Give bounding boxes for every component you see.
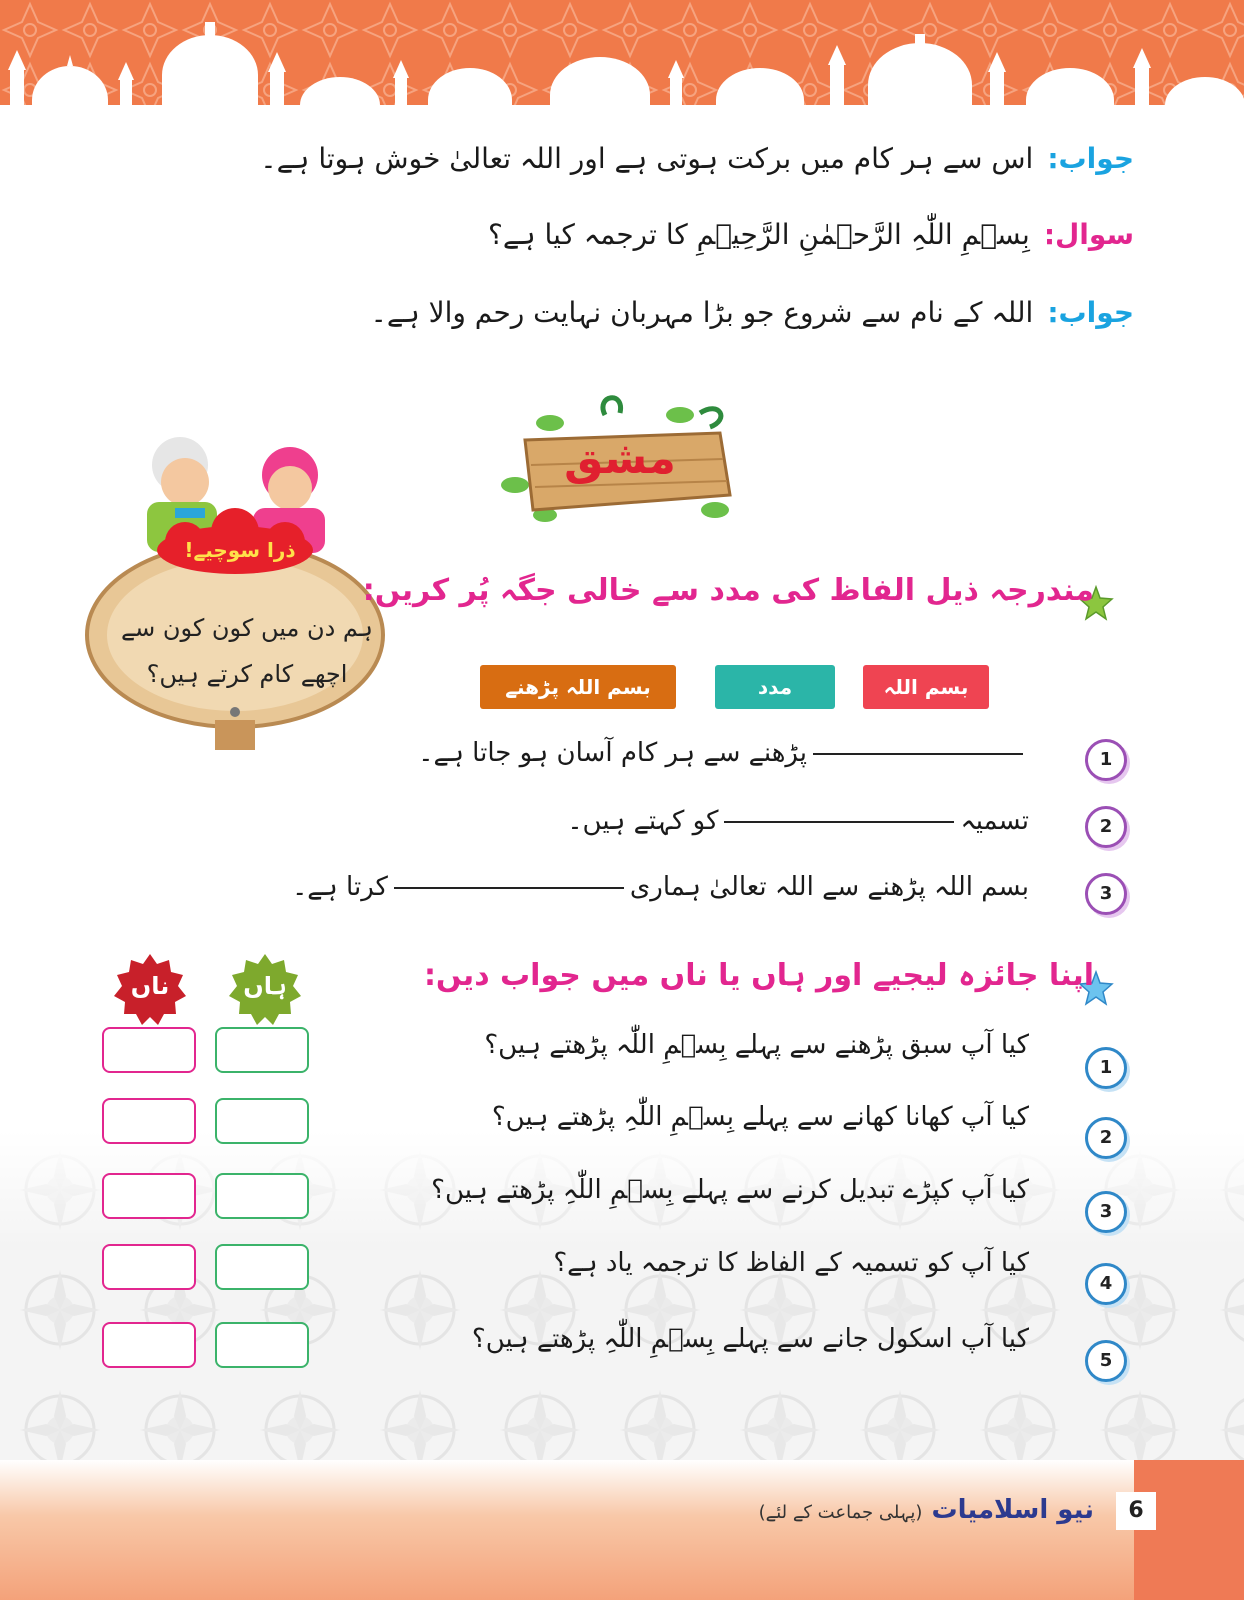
header-banner [0,0,1244,140]
row-text: تسمیہ [960,806,1029,836]
section-fill-blanks-heading: مندرجہ ذیل الفاظ کی مدد سے خالی جگہ پُر کریں: [362,573,1094,608]
item-number: 1 [1085,1047,1127,1089]
think-line-2: اچھے کام کرتے ہیں؟ [146,660,348,688]
book-title-text: نیو اسلامیات [931,1495,1094,1525]
yes-checkbox[interactable] [215,1098,309,1144]
no-checkbox[interactable] [102,1244,196,1290]
footer-band [0,1460,1244,1600]
row-text: پڑھنے سے ہر کام آسان ہو جاتا ہے۔ [418,738,807,768]
fill-blank-row-2 [567,806,1029,836]
no-label: ناں [130,972,170,1000]
item-number: 3 [1085,873,1127,915]
page-number: 6 [1116,1492,1156,1530]
yes-label: ہاں [243,972,287,1000]
assessment-row-2: کیا آپ کھانا کھانے سے پہلے بِسۡمِ اللّٰہِ پڑھتے ہیں؟ [491,1102,1029,1132]
row-text: بسم اللہ پڑھنے سے اللہ تعالیٰ ہماری [629,872,1029,902]
no-checkbox[interactable] [102,1027,196,1073]
assessment-row-3: کیا آپ کپڑے تبدیل کرنے سے پہلے بِسۡمِ اللّٰہِ پڑھتے ہیں؟ [431,1175,1029,1205]
answer-label: جواب: [1047,142,1134,175]
word-tag-madad: مدد [715,665,835,709]
blank-line[interactable] [724,821,954,823]
item-number: 5 [1085,1340,1127,1382]
answer-line-1 [260,142,1134,175]
yes-checkbox[interactable] [215,1173,309,1219]
section-self-assessment-heading: اپنا جائزہ لیجیے اور ہاں یا ناں میں جواب دیں: [423,958,1094,993]
blank-line[interactable] [813,753,1023,755]
assessment-row-5: کیا آپ اسکول جانے سے پہلے بِسۡمِ اللّٰہِ پڑھتے ہیں؟ [471,1324,1029,1354]
item-number: 3 [1085,1191,1127,1233]
question-text: بِسۡمِ اللّٰہِ الرَّحۡمٰنِ الرَّحِیۡمِ کا ترجمہ کیا ہے؟ [487,218,1030,251]
item-number: 4 [1085,1263,1127,1305]
answer-text: اس سے ہر کام میں برکت ہوتی ہے اور اللہ تعالیٰ خوش ہوتا ہے۔ [260,142,1034,175]
answer-line-2 [370,296,1134,329]
item-number: 2 [1085,1117,1127,1159]
assessment-row-4: کیا آپ کو تسمیہ کے الفاظ کا ترجمہ یاد ہے؟ [553,1248,1029,1278]
question-line [374,218,1134,251]
yes-checkbox[interactable] [215,1244,309,1290]
item-number: 2 [1085,806,1127,848]
think-line-1: ہم دن میں کون کون سے [121,614,373,642]
word-tag-bismillah-parhne: بسم اللہ پڑھنے [480,665,676,709]
yes-checkbox[interactable] [215,1322,309,1368]
question-label: سوال: [1043,218,1134,251]
word-tag-bismillah: بسم اللہ [863,665,989,709]
book-subtitle: (پہلی جماعت کے لئے) [758,1502,923,1523]
think-board-title: ذرا سوچیے! [184,538,296,562]
think-board-question [112,605,382,697]
answer-text: اللہ کے نام سے شروع جو بڑا مہربان نہایت رحم والا ہے۔ [370,296,1034,329]
assessment-row-1: کیا آپ سبق پڑھنے سے پہلے بِسۡمِ اللّٰہ پڑھتے ہیں؟ [484,1030,1029,1060]
row-text: کو کہتے ہیں۔ [567,806,719,836]
row-text: کرتا ہے۔ [292,872,388,902]
no-checkbox[interactable] [102,1173,196,1219]
fill-blank-row-3 [292,872,1029,902]
think-board [85,420,405,770]
exercise-title: مشق [564,433,676,484]
exercise-sign [495,395,745,535]
blank-line[interactable] [394,887,624,889]
answer-label: جواب: [1047,296,1134,329]
no-checkbox[interactable] [102,1098,196,1144]
item-number: 1 [1085,739,1127,781]
book-title [759,1495,1094,1525]
yes-checkbox[interactable] [215,1027,309,1073]
no-checkbox[interactable] [102,1322,196,1368]
fill-blank-row-1 [418,738,1029,768]
